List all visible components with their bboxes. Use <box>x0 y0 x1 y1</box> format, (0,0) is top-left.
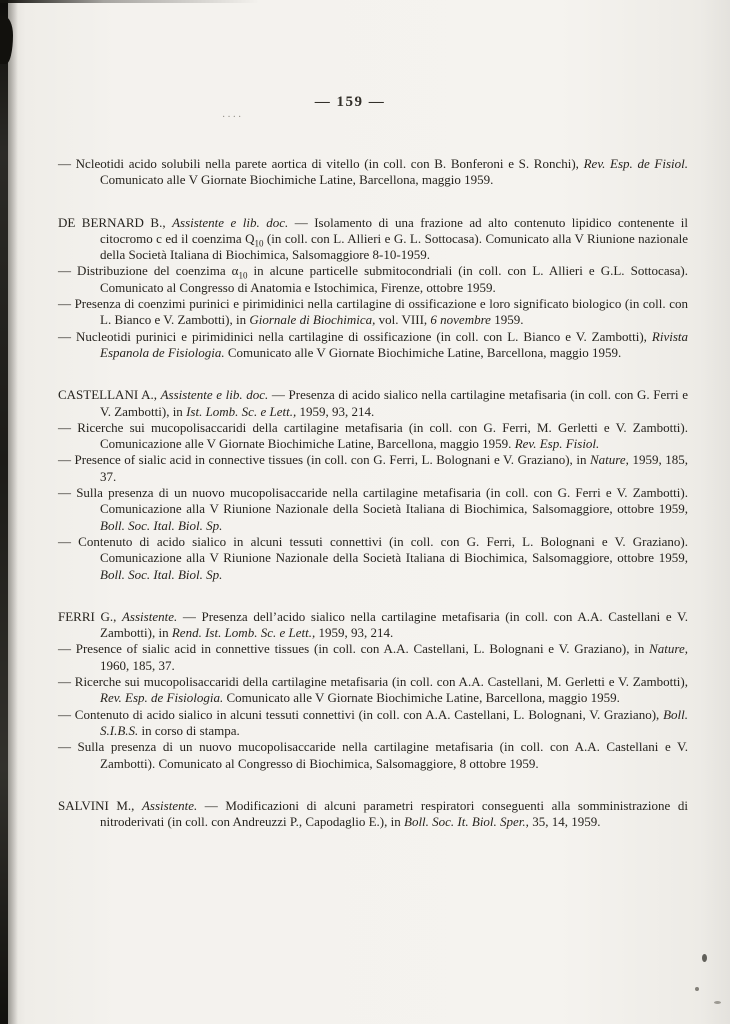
entry-text-segment: FERRI G., <box>58 608 122 624</box>
entry-text-segment: Rev. Esp. de Fisiol. <box>583 156 688 171</box>
entry-text-segment: — Presenza dell’acido sialico nella cartilagine metafisaria (in coll. con A.A. Castellani e V. Zambotti), in <box>100 608 688 641</box>
entry-text-segment: — Isolamento di una frazione ad alto contenuto lipidico contenente il citocromo c ed il coenzima Q <box>100 214 689 246</box>
entry-text-segment: — Modificazioni di alcuni parametri respiratori conseguenti alla somministrazione di nitroderivati (in coll. con Andreuzzi P., Capodaglio E.), in <box>100 797 688 830</box>
scan-edge-artifact-left <box>0 0 8 1024</box>
bibliography-list <box>58 156 688 830</box>
entry-text-segment: — Nucleotidi purinici e pirimidinici nella cartilagine di ossificazione (in coll. con L. Bianco e V. Zambotti), <box>58 328 652 344</box>
pencil-mark: ···· <box>222 112 244 123</box>
entry-text-segment: — Ricerche sui mucopolisaccaridi della cartilagine metafisaria (in coll. con G. Ferri, M. Gerletti e V. Zambotti). Comunicazione alle V Giornate Biochimiche Latine, Barcellona, maggio 1959. <box>58 419 688 452</box>
entry-text-segment: 1959, 93, 214. <box>315 625 394 641</box>
entry-text-segment: 1959. <box>490 312 524 328</box>
entry-text-segment: in alcune particelle submitocondriali (in coll. con L. Allieri e G.L. Sottocasa). Comunicato al Congresso di Anatomia e Istochimica, Firenze, ottobre 1959. <box>100 263 688 295</box>
entry-text-segment: — Contenuto di acido sialico in alcuni tessuti connettivi (in coll. con A.A. Castellani, L. Bolognani, V. Graziano), <box>58 706 664 722</box>
entry-text-segment: 10 <box>238 271 248 282</box>
bibliography-entry <box>58 387 688 420</box>
entry-text-segment: (in coll. con L. Allieri e G. L. Sottocasa). Comunicato alla V Riunione nazionale della Società Italiana di Biochimica, Salsomaggiore 8-10-1959. <box>100 230 688 263</box>
entry-text-segment: Ist. Lomb. Sc. e Lett., <box>186 403 297 419</box>
entry-text-segment: Boll. S.I.B.S. <box>100 706 688 738</box>
scan-blemish-top-left <box>0 16 13 64</box>
bibliography-entry <box>58 263 688 296</box>
entry-text-segment: — Sulla presenza di un nuovo mucopolisaccaride nella cartilagine metafisaria (in coll. con A.A. Castellani e V. Zambotti). Comunicato al Congresso di Biochimica, Salsomaggiore, 8 ottobre 1959. <box>58 739 688 771</box>
entry-text-segment: Boll. Soc. Ital. Biol. Sp. <box>100 566 223 582</box>
entry-text-segment: Boll. Soc. It. Biol. Sper., <box>404 814 529 830</box>
bibliography-entry <box>58 798 688 831</box>
bibliography-entry <box>58 707 688 740</box>
bibliography-entry <box>58 215 688 264</box>
entry-text-segment: Comunicato alle V Giornate Biochimiche Latine, Barcellona, maggio 1959. <box>224 344 622 360</box>
entry-text-segment: Assistente. <box>121 608 178 624</box>
bibliography-entry <box>58 296 688 329</box>
scan-speck <box>714 1001 721 1004</box>
entry-text-segment: Rend. Ist. Lomb. Sc. e Lett., <box>171 625 316 641</box>
entry-text-segment: — Distribuzione del coenzima α <box>58 263 239 279</box>
entry-text-segment: Nature, <box>649 641 688 657</box>
bibliography-entry <box>58 329 688 362</box>
entry-text-segment: — Presence of sialic acid in connettive tissues (in coll. con A.A. Castellani, L. Bolognani e V. Graziano), in <box>58 641 650 657</box>
entry-text-segment: SALVINI M., <box>58 797 142 813</box>
entry-text-segment: — Contenuto di acido sialico in alcuni tessuti connettivi (in coll. con G. Ferri, L. Bolognani e V. Graziano). Comunicazione alla V Riunione Nazionale della Società Italiana di Biochimica, Salsomaggiore, ottobre 1959, <box>58 533 688 566</box>
scan-edge-artifact-top <box>0 0 260 3</box>
entry-text-segment: Rev. Esp. Fisiol. <box>514 436 600 452</box>
bibliography-entry <box>58 674 688 707</box>
bibliography-entry <box>58 641 688 674</box>
entry-text-segment: Boll. Soc. Ital. Biol. Sp. <box>100 517 223 533</box>
entry-text-segment: DE BERNARD B., <box>58 214 173 230</box>
entry-text-segment: Assistente e lib. doc. <box>160 387 269 403</box>
bibliography-entry <box>58 534 688 583</box>
bibliography-entry <box>58 420 688 453</box>
entry-text-segment: CASTELLANI A., <box>58 387 161 403</box>
entry-text-segment: — Presence of sialic acid in connective tissues (in coll. con G. Ferri, L. Bolognani e V. Graziano), in <box>58 452 590 468</box>
entry-text-segment: in corso di stampa. <box>138 722 240 738</box>
scan-speck <box>702 954 707 962</box>
entry-text-segment: Comunicato alle V Giornate Biochimiche Latine, Barcellona, maggio 1959. <box>100 172 494 188</box>
entry-text-segment: Assistente. <box>141 797 198 813</box>
entry-text-segment: Nature, <box>590 452 629 468</box>
entry-text-segment: 6 novembre <box>430 312 491 328</box>
entry-text-segment: vol. VIII, <box>375 312 431 328</box>
entry-text-segment: Rivista Espanola de Fisiologia. <box>100 328 688 360</box>
scan-edge-shadow <box>8 0 18 1024</box>
entry-text-segment: Comunicato alle V Giornate Biochimiche Latine, Barcellona, maggio 1959. <box>223 690 620 706</box>
bibliography-entry <box>58 609 688 642</box>
entry-text-segment: — Ncleotidi acido solubili nella parete aortica di vitello (in coll. con B. Bonferoni e S. Ronchi), <box>58 156 584 171</box>
entry-text-segment: Assistente e lib. doc. <box>172 214 289 230</box>
entry-text-segment: 1959, 93, 214. <box>296 403 375 419</box>
entry-text-segment: Giornale di Biochimica, <box>249 312 376 328</box>
bibliography-entry <box>58 156 688 189</box>
entry-text-segment: 10 <box>254 238 264 249</box>
bibliography-entry <box>58 485 688 534</box>
entry-text-segment: 1959, 185, 37. <box>100 452 688 484</box>
entry-text-segment: 35, 14, 1959. <box>528 814 601 830</box>
scan-speck <box>695 987 699 991</box>
bibliography-entry <box>58 452 688 485</box>
entry-text-segment: — Ricerche sui mucopolisaccaridi della cartilagine metafisaria (in coll. con A.A. Castellani, M. Gerletti e V. Zambotti), <box>58 674 688 690</box>
entry-text-segment: — Presenza di acido sialico nella cartilagine metafisaria (in coll. con G. Ferri e V. Zambotti), in <box>100 387 688 419</box>
entry-text-segment: — Presenza di coenzimi purinici e pirimidinici nella cartilagine di ossificazione e loro significato biologico (in coll. con L. Bianco e V. Zambotti), in <box>58 296 688 328</box>
bibliography-entry <box>58 739 688 772</box>
entry-text-segment: 1960, 185, 37. <box>100 657 175 673</box>
entry-text-segment: Rev. Esp. de Fisiologia. <box>100 690 224 706</box>
entry-text-segment: — Sulla presenza di un nuovo mucopolisaccaride nella cartilagine metafisaria (in coll. con G. Ferri e V. Zambotti). Comunicazione alla V Riunione Nazionale della Società Italiana di Biochimica, Salsomaggiore, ottobre 1959, <box>58 485 688 517</box>
page-number: — 159 — <box>314 94 386 110</box>
